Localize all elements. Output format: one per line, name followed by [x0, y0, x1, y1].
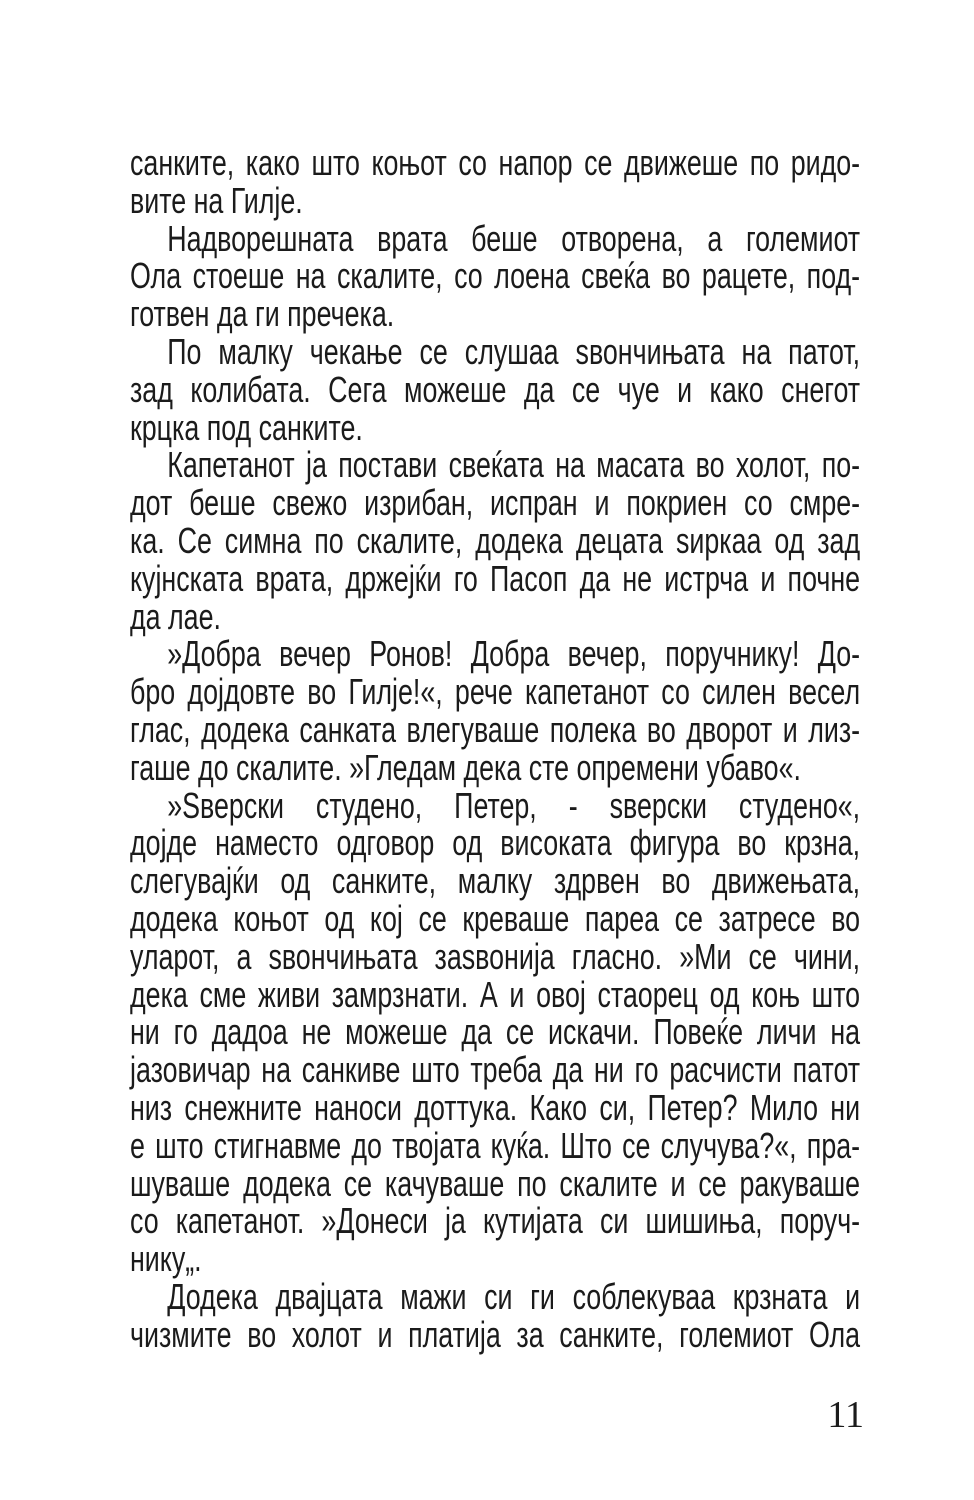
text-line: вите на Гилје. [130, 179, 303, 221]
text-line: крцка под санките. [130, 406, 363, 448]
text-line: гаше до скалите. »Гледам дека сте опремени убаво«. [130, 746, 801, 788]
text-line: дојде наместо одговор од високата фигура во крзна, [130, 822, 861, 864]
text-line: бро дојдовте во Гилје!«, рече капетанот со силен весел [130, 671, 861, 713]
text-line: ка. Се симна по скалите, додека децата ѕиркаа од зад [130, 519, 861, 561]
text-line: додека коњот од кој се креваше пареа се затресе во [130, 897, 861, 939]
text-line: кујнската врата, држејќи го Пасоп да не истрча и почне [130, 557, 861, 599]
text-line: дот беше свежо изрибан, испран и покриен со смре- [130, 482, 861, 524]
text-line: Капетанот ја постави свеќата на масата во холот, по- [167, 444, 861, 486]
text-line: По малку чекање се слушаа ѕвончињата на патот, [167, 330, 861, 372]
text-line: »Добра вечер Ронов! Добра вечер, поручнику! До- [167, 633, 861, 675]
text-line: јазовичар на санкиве што треба да ни го расчисти патот [130, 1049, 861, 1091]
text-line: со капетанот. »Донеси ја кутијата си шишиња, поруч- [130, 1200, 861, 1242]
text-line: да лае. [130, 595, 221, 637]
text-line: чизмите во холот и платија за санките, големиот Ола [130, 1313, 861, 1355]
text-line: нику„. [130, 1238, 202, 1280]
text-line: шуваше додека се качуваше по скалите и се ракуваше [130, 1162, 861, 1204]
text-line: Додека двајцата мажи си ги соблекуваа крзната и [167, 1275, 861, 1317]
text-line: Надворешната врата беше отворена, а големиот [167, 217, 861, 259]
text-line: уларот, а ѕвончињата заѕвонија гласно. »Ми се чини, [130, 935, 861, 977]
text-line: ни го дадоа не можеше да се искачи. Повеќе личи на [130, 1011, 861, 1053]
page-number: 11 [827, 1394, 864, 1436]
text-line: »Ѕверски студено, Петер, - ѕверски студено«, [167, 784, 861, 826]
text-line: е што стигнавме до твојата куќа. Што се случува?«, пра- [130, 1124, 861, 1166]
text-line: глас, додека санката влегуваше полека во дворот и лиз- [130, 708, 861, 750]
text-line: зад колибата. Сега можеше да се чуе и како снегот [130, 368, 861, 410]
text-line: готвен да ги пречека. [130, 293, 395, 335]
text-line: санките, како што коњот со напор се движеше по ридо- [130, 142, 861, 183]
text-column [130, 144, 860, 1354]
text-line: слегувајќи од санките, малку здрвен во движењата, [130, 860, 861, 902]
text-line: дека сме живи замрзнати. А и овој стаорец од коњ што [130, 973, 861, 1015]
text-line: низ снежните наноси доттука. Како си, Петер? Мило ни [130, 1086, 861, 1128]
text-line: Ола стоеше на скалите, со лоена свеќа во рацете, под- [130, 255, 861, 297]
